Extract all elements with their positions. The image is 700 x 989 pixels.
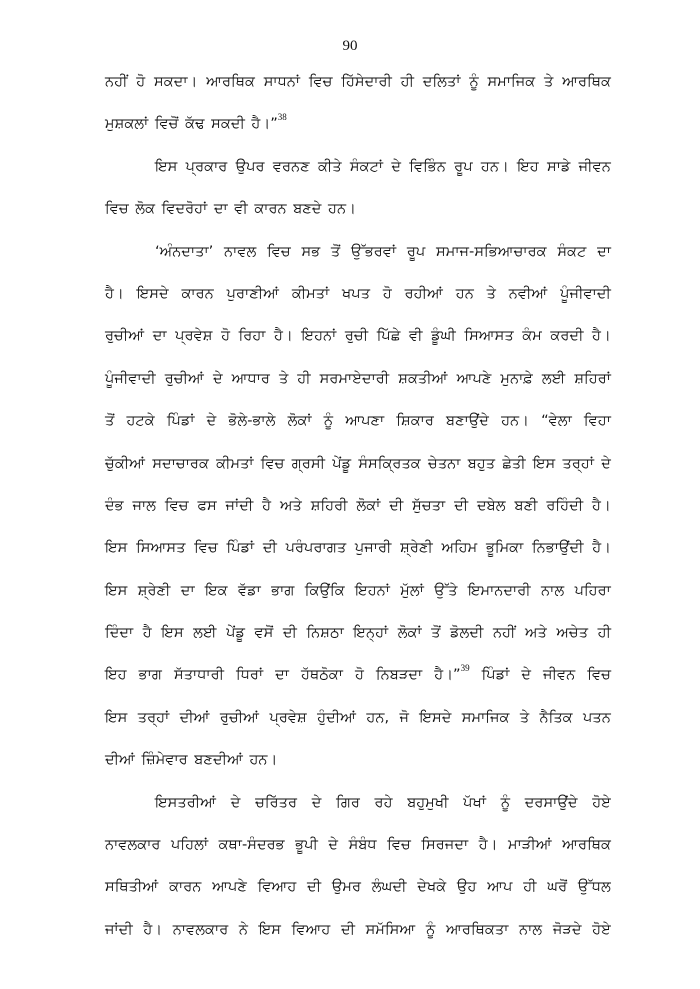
word: ਸਰਮਾਏਦਾਰੀ: [319, 369, 390, 387]
text-line: [105, 661, 611, 703]
word: ਦੇ: [601, 454, 611, 472]
word: ਹੈ: [262, 496, 272, 514]
word: ਪ੍ਰਵੇਸ਼: [175, 327, 213, 345]
footnote-marker: 38: [277, 112, 287, 123]
word: ਭੋਲੇ-ਭਾਲੇ: [228, 412, 276, 430]
word: ਲੰਘਦੀ: [371, 878, 407, 896]
word: ਨੈਤਿਕ: [539, 708, 573, 726]
word: ਹੋ: [136, 73, 146, 90]
text-line: [105, 916, 611, 958]
word: ਕਥਾ-ਸੰਦਰਭ: [218, 836, 285, 854]
word: ਵਿਭਿੰਨ: [409, 157, 446, 175]
word: ਹੈ।”$^{39}$: [434, 663, 470, 684]
word: ਇਸ: [155, 157, 178, 175]
word: ਹੋ: [221, 327, 231, 345]
word: ਉੱਭਰਵਾਂ: [350, 242, 397, 260]
word: ਪੁਰਾਣੀਆਂ: [226, 284, 280, 302]
word: ਹੈ।: [478, 836, 498, 854]
word: ਪਹਿਰਾ: [574, 581, 611, 599]
word: ਵਿਚ: [387, 836, 411, 854]
word: ਸੰਬੰਧ: [348, 836, 377, 854]
word: ਪੂੰਜੀਵਾਦੀ: [560, 284, 611, 302]
word: ਹੈ।: [274, 327, 293, 345]
word: ਸੰਸਕ੍ਰਿਤਕ: [358, 454, 421, 472]
text-line: [105, 322, 611, 364]
word: ਕੰਮ: [522, 327, 542, 345]
word: ਦੀ: [389, 496, 404, 514]
word: ਵਿਦਰੋਹਾਂ: [161, 200, 208, 218]
word: ਦੇ: [212, 369, 223, 387]
word: ਵਿਚ: [587, 666, 611, 684]
word: ਪਹਿਲਾਂ: [171, 836, 209, 854]
word: ਇਸਦੇ: [136, 284, 169, 302]
word: ਵਿਆਹ: [291, 920, 331, 938]
word: ਇਸ: [105, 581, 128, 599]
text-line: [105, 407, 611, 449]
word: ਜ਼ਿੰਮੇਵਾਰ: [141, 751, 188, 769]
word: ਇਸ: [105, 708, 128, 726]
word: ਹੋਏ: [592, 793, 611, 811]
word: ਲਈ: [193, 624, 217, 642]
word: ਦੇਖਕੇ: [417, 878, 447, 896]
text-line: [105, 831, 611, 873]
word: ਹੋ: [354, 666, 364, 684]
word: ਭਾਗ: [271, 581, 295, 599]
word: ਦੇ: [391, 157, 401, 175]
word: ਵਿਚ: [105, 200, 129, 218]
word: ਉੱਤੇ: [434, 581, 458, 599]
word: ਦੰਭ: [105, 496, 124, 514]
word: ਵਸੋਂ: [254, 624, 274, 642]
word: ਨਾਵਲ: [224, 242, 257, 260]
word: ਵਿਚੋਂ: [154, 115, 179, 133]
word: ਅਤੇ: [524, 624, 547, 642]
word: ਚਰਿੱਤਰ: [255, 793, 298, 811]
word: ਹੈ।: [143, 920, 163, 938]
word: ਬਣੀ: [514, 496, 538, 514]
word: ਦੀ: [340, 920, 356, 938]
word: ਜੋ: [399, 708, 410, 726]
word: ਨੂੰ: [323, 412, 334, 430]
word: ਹੀ: [597, 624, 611, 642]
word: ਚੁੱਕੀਆਂ: [105, 454, 146, 472]
word: ਆਰਥਿਕ: [206, 73, 255, 90]
word: ਨਾਵਲਕਾਰ: [172, 920, 229, 938]
word: ਖਪਤ: [342, 284, 371, 302]
word: ਹਟਕੇ: [126, 412, 155, 430]
word: ਵੱਡਾ: [238, 581, 261, 599]
word: ਵਿਹਾ: [583, 412, 611, 430]
page-number: 90: [342, 38, 358, 54]
word: ਇਸਤਰੀਆਂ: [155, 793, 217, 811]
word: ਡੋਲਦੀ: [450, 624, 484, 642]
word: ਸਕਦੀ: [211, 115, 245, 133]
word: ਪਿੱਛੇ: [376, 327, 401, 345]
word: ਦਿੰਦਾ: [105, 624, 134, 642]
word: ਦੀ: [262, 539, 277, 557]
word: ਪਿੰਡਾਂ: [226, 539, 255, 557]
word: ਹੈ।: [105, 284, 124, 302]
word: ਪੂੰਜੀਵਾਦੀ: [105, 369, 156, 387]
word: ਇਹਨਾਂ: [301, 327, 337, 345]
word: ਦਾ: [180, 581, 195, 599]
word: ਇਹ: [105, 666, 127, 684]
word: ਫਸ: [197, 496, 217, 514]
word: ਕੱਢ: [185, 115, 205, 133]
word: ਕੀਮਤਾਂ: [291, 284, 330, 302]
word: ਤੋਂ: [330, 242, 341, 260]
word: ਭੂਪੀ: [295, 836, 318, 854]
word: ਸਮਾਜਿਕ: [461, 708, 510, 726]
word: ਇਨ੍ਹਾਂ: [353, 624, 389, 642]
word: ਵਿਚ: [194, 539, 218, 557]
word: ਹੋਏ: [592, 920, 611, 938]
word: ਸੰਕਟ: [557, 242, 587, 260]
word: ਅਹਿਮ: [441, 539, 478, 557]
word: ਤੋਂ: [105, 412, 115, 430]
word: ਨਿਭਾਉਂਦੀ: [531, 539, 584, 557]
word: ਮੁਸ਼ਕਲਾਂ: [105, 115, 149, 133]
word: ਪਿੰਡਾਂ: [166, 412, 195, 430]
word: ਰਹੇ: [374, 793, 393, 811]
word: ਨੇ: [238, 920, 248, 938]
word: ਨਹੀਂ: [105, 73, 128, 90]
word: ਆਰਥਿਕਤਾ: [446, 920, 509, 938]
word: ਲੋਕਾਂ: [356, 496, 381, 514]
word: ਤੋਂ: [431, 624, 441, 642]
word: ਦਲਿਤਾਂ: [422, 73, 461, 90]
word: ਜੀਵਨ: [578, 157, 611, 175]
word: ਨੂੰ: [469, 73, 479, 90]
word: ਸਕਦਾ।: [153, 73, 198, 90]
footnote-marker: 39: [460, 663, 470, 674]
word: ਦੇ: [206, 412, 217, 430]
word: ਰਹਿੰਦੀ: [546, 496, 584, 514]
word: ‘ਅੰਨਦਾਤਾ’: [155, 242, 214, 260]
word: ਰੂਪ: [454, 157, 473, 175]
word: ਆਰਥਿਕ: [562, 836, 611, 854]
word: ਲੋਕਾਂ: [397, 624, 422, 642]
word: ਛੇਤੀ: [502, 454, 526, 472]
word: ਨਵੀਆਂ: [508, 284, 548, 302]
word: ਹੁੰਦੀਆਂ: [317, 708, 357, 726]
text-line: [105, 619, 611, 661]
word: ਪ੍ਰਕਾਰ: [185, 157, 228, 175]
word: ਦੀ: [307, 878, 322, 896]
word: ਇਕ: [205, 581, 228, 599]
word: ਆਪ: [487, 878, 513, 896]
word: ਸਥਿਤੀਆਂ: [105, 878, 159, 896]
word: ਹੀ: [400, 73, 415, 90]
word: ਉਪਰ: [235, 157, 265, 175]
word: ਹੈ।: [592, 539, 611, 557]
word: ਗ੍ਰਸੀ: [291, 454, 325, 472]
word: ਵਿਚ: [267, 242, 291, 260]
word: ਸ਼ਕਤੀਆਂ: [398, 369, 448, 387]
word: ਵਿਚ: [164, 496, 189, 514]
word: ਹਨ: [455, 284, 474, 302]
word: ਵੀ: [234, 200, 248, 218]
word: ਉੱਧਲ: [577, 878, 611, 896]
word: ਸੁੱਚਤਾ: [412, 496, 446, 514]
word: ਵਰਨਣ: [272, 157, 310, 175]
word: ਦਾ: [213, 200, 228, 218]
word: ਸਦਾਚਾਰਕ: [152, 454, 209, 472]
word: ਸਾਡੇ: [546, 157, 571, 175]
word: ਕਰਦੀ: [550, 327, 584, 345]
word: ਤੇ: [543, 73, 554, 90]
text-line: [105, 746, 611, 788]
word: ਤਰ੍ਹਾਂ: [562, 454, 594, 472]
word: ਇਸ: [532, 454, 556, 472]
word: ਸੱਤਾਧਾਰੀ: [173, 666, 225, 684]
word: ਤੇ: [486, 284, 496, 302]
word: ਸੰਕਟਾਂ: [349, 157, 384, 175]
word: ਹਨ।: [501, 412, 529, 430]
word: ਕਾਰਨ: [169, 878, 202, 896]
text-line: [105, 68, 611, 110]
word: ਬਹੁਤ: [467, 454, 496, 472]
word: ਆਰਥਿਕ: [562, 73, 611, 90]
word: ਸ਼ਿਕਾਰ: [396, 412, 434, 430]
word: ਹੈ।: [592, 327, 611, 345]
text-line: [105, 577, 611, 619]
word: ਪੇਂਡੂ: [226, 624, 245, 642]
word: ਦੀ: [282, 624, 297, 642]
word: ਦੀਆਂ: [105, 751, 135, 769]
word: ਤਰ੍ਹਾਂ: [137, 708, 170, 726]
word: ਸਾਧਨਾਂ: [263, 73, 301, 90]
word: ਸਮਾਜ-ਸਭਿਆਚਾਰਕ: [436, 242, 547, 260]
text-line: [105, 704, 611, 746]
word: ਤੇ: [519, 708, 530, 726]
word: ਵੀ: [408, 327, 423, 345]
word: ਮੁਨਾਫ਼ੇ: [500, 369, 533, 387]
word: ਦੇ: [311, 793, 322, 811]
word: ਧਿਰਾਂ: [236, 666, 264, 684]
text-line: [105, 280, 611, 322]
text-line: [105, 534, 611, 576]
word: ਮੁੱਲਾਂ: [400, 581, 424, 599]
word: ਰੁਚੀਆਂ: [164, 369, 204, 387]
word: ਦੀ: [454, 496, 469, 514]
text-line: [105, 450, 611, 492]
word: ਦੇ: [230, 793, 241, 811]
word: ਤੇ: [278, 369, 289, 387]
word: ਬਹੁਮੁਖੀ: [407, 793, 449, 811]
word: ਵਿਚ: [260, 454, 285, 472]
word: ਵਿਆਹ: [257, 878, 297, 896]
word: ਸਿਆਸਤ: [464, 327, 514, 345]
text-line: [105, 110, 611, 152]
word: ਇਹਨਾਂ: [355, 581, 390, 599]
word: ਦਾ: [275, 666, 289, 684]
word: ਇਮਾਨਦਾਰੀ: [467, 581, 531, 599]
word: ਸਿਰਜਦਾ: [421, 836, 469, 854]
word: ਕਿਉਂਕਿ: [304, 581, 345, 599]
word: ਸ਼੍ਰੇਣੀ: [400, 539, 433, 557]
word: ਘਰੋਂ: [547, 878, 568, 896]
text-line: [105, 153, 611, 195]
word: ਆਧਾਰ: [231, 369, 270, 387]
text-line: [105, 873, 611, 915]
word: ਜਾਲ: [132, 496, 157, 514]
word: ਅਚੇਤ: [556, 624, 589, 642]
word: ਨਾਲ: [541, 581, 565, 599]
word: ਸਿਆਸਤ: [136, 539, 186, 557]
word: ਕੀਮਤਾਂ: [216, 454, 254, 472]
word: ਕਾਰਨ: [254, 200, 287, 218]
word: ਨਿਬੜਦਾ: [375, 666, 423, 684]
word: ਸਮਾਜਿਕ: [487, 73, 536, 90]
word: ਇਸ: [161, 624, 184, 642]
word: ਇਹ: [517, 157, 539, 175]
word: ਗਿਰ: [336, 793, 360, 811]
word: ਹੈ।: [591, 496, 611, 514]
word: ਹਿੱਸੇਦਾਰੀ: [341, 73, 392, 90]
word: ਦੇ: [328, 836, 339, 854]
word: ਹਨ।: [249, 751, 278, 769]
word: ਨਾਵਲਕਾਰ: [105, 836, 161, 854]
word: ਹਨ।: [328, 200, 356, 218]
word: ਰੁਚੀਆਂ: [219, 708, 260, 726]
word: ਸ਼੍ਰੇਣੀ: [137, 581, 171, 599]
word: ਡੂੰਘੀ: [431, 327, 456, 345]
word: ਵਿਚ: [308, 73, 333, 90]
word: ਰੁਚੀ: [344, 327, 369, 345]
word: ਹੈ: [142, 624, 152, 642]
word: ਲੋਕ: [135, 200, 156, 218]
word: ਇਸ: [105, 539, 128, 557]
word: ਪੇਂਡੂ: [332, 454, 352, 472]
word: ਦਰਸਾਉਂਦੇ: [524, 793, 578, 811]
word: ਦੀਆਂ: [179, 708, 210, 726]
word: ਨਹੀਂ: [492, 624, 516, 642]
text-line: [105, 238, 611, 280]
word: ਇਸ: [258, 920, 282, 938]
word: ਆਪਣਾ: [345, 412, 385, 430]
word: ਨਾਲ: [519, 920, 543, 938]
word: ਦਾ: [152, 327, 167, 345]
word: “ਵੇਲਾ: [541, 412, 572, 430]
word: ਸਮੱਸਿਆ: [365, 920, 416, 938]
word: ਪੱਖਾਂ: [463, 793, 486, 811]
word: ਬਣਾਉਂਦੇ: [445, 412, 489, 430]
word: ਕੀਤੇ: [317, 157, 342, 175]
word: ਉਮਰ: [331, 878, 362, 896]
word: ਜਾਂਦੀ: [225, 496, 254, 514]
text-line: [105, 789, 611, 831]
word: ਹੈ।”$^{38}$: [251, 112, 287, 133]
word: ਸ਼ਹਿਰੀ: [310, 496, 348, 514]
word: ਚੇਤਨਾ: [427, 454, 461, 472]
word: ਆਪਣੇ: [456, 369, 492, 387]
word: ਦੇ: [521, 666, 532, 684]
text-line: [105, 365, 611, 407]
word: ਨਿਸ਼ਠਾ: [306, 624, 344, 642]
text-line: [105, 195, 611, 237]
word: ਪ੍ਰਵੇਸ਼: [269, 708, 307, 726]
word: ਅਤੇ: [279, 496, 302, 514]
word: ਸਭ: [301, 242, 321, 260]
word: ਨੂੰ: [500, 793, 511, 811]
word: ਜੋੜਦੇ: [552, 920, 582, 938]
word: ਆਪਣੇ: [212, 878, 247, 896]
word: ਦਬੇਲ: [477, 496, 506, 514]
word: ਜਾਂਦੀ: [105, 920, 133, 938]
word: ਰੂਪ: [406, 242, 426, 260]
word: ਰਿਹਾ: [238, 327, 266, 345]
word: ਪਤਨ: [582, 708, 611, 726]
word: ਇਸਦੇ: [419, 708, 452, 726]
word: ਲੋਕਾਂ: [287, 412, 312, 430]
word: ਜੀਵਨ: [543, 666, 576, 684]
word: ਨੂੰ: [425, 920, 436, 938]
word: ਕਾਰਨ: [181, 284, 214, 302]
word: ਭੂਮਿਕਾ: [485, 539, 524, 557]
word: ਭਾਗ: [138, 666, 162, 684]
word: ਦਾ: [597, 242, 611, 260]
word: ਹੀ: [523, 878, 537, 896]
word: ਹਨ।: [480, 157, 509, 175]
word: ਲਈ: [541, 369, 566, 387]
word: ਬਣਦੀਆਂ: [194, 751, 243, 769]
text-line: [105, 492, 611, 534]
word: ਪਰੰਪਰਾਗਤ: [285, 539, 347, 557]
word: ਮਾੜੀਆਂ: [508, 836, 552, 854]
word: ਉਹ: [456, 878, 477, 896]
word: ਬਣਦੇ: [293, 200, 322, 218]
word: ਹੱਥਠੋਕਾ: [300, 666, 343, 684]
word: ਰਹੀਆਂ: [404, 284, 443, 302]
word: ਪੁਜਾਰੀ: [354, 539, 392, 557]
body-text: [105, 68, 611, 958]
word: ਹੀ: [297, 369, 311, 387]
word: ਹਨ,: [366, 708, 390, 726]
word: ਪਿੰਡਾਂ: [481, 666, 510, 684]
word: ਰੁਚੀਆਂ: [105, 327, 145, 345]
word: ਹੋ: [382, 284, 392, 302]
word: ਸ਼ਹਿਰਾਂ: [574, 369, 611, 387]
